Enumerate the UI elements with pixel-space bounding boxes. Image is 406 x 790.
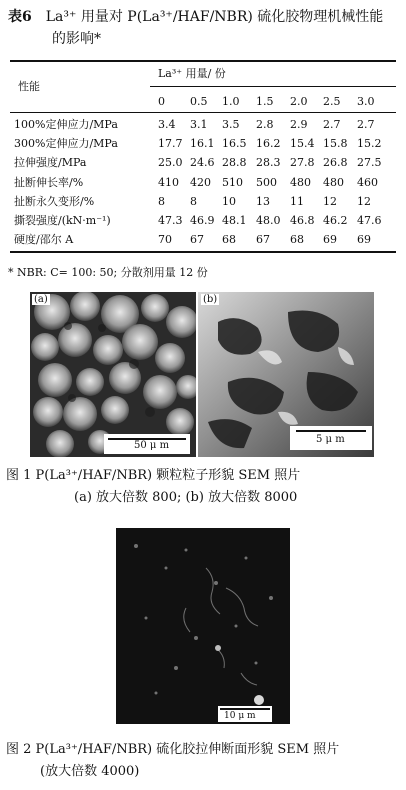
table-cell: 480 — [290, 176, 311, 189]
table-cell: 47.3 — [158, 214, 183, 227]
sem-photo-a — [30, 292, 196, 457]
table-header-rule — [10, 112, 396, 113]
table-cell: 69 — [357, 233, 371, 246]
scale-bar-fracture — [220, 708, 270, 710]
table-cell: 3.1 — [190, 118, 208, 131]
table-cell: 68 — [222, 233, 236, 246]
table-row-label: 撕裂强度/(kN·m⁻¹) — [14, 214, 111, 227]
table-cell: 16.5 — [222, 137, 247, 150]
table-cell: 47.6 — [357, 214, 382, 227]
scale-label-a: 50 μ m — [134, 440, 170, 451]
table-cell: 460 — [357, 176, 378, 189]
table-title — [8, 6, 400, 50]
table-cell: 17.7 — [158, 137, 183, 150]
table-cell: 15.8 — [323, 137, 348, 150]
table-row-label: 拉伸强度/MPa — [14, 156, 87, 169]
table-cell: 15.2 — [357, 137, 382, 150]
figure2-caption-line1: 图 2 P(La³⁺/HAF/NBR) 硫化胶拉伸断面形貌 SEM 照片 — [6, 742, 340, 757]
panel-a-label: (a) — [34, 294, 48, 305]
table-cell: 2.7 — [357, 118, 375, 131]
column-header: 0 — [158, 95, 165, 108]
table-cell: 8 — [158, 195, 165, 208]
table-cell: 67 — [256, 233, 270, 246]
table-cell: 68 — [290, 233, 304, 246]
figure2-caption-line2: (放大倍数 4000) — [40, 764, 140, 779]
table-top-rule — [10, 60, 396, 62]
scale-label-b: 5 μ m — [316, 434, 345, 445]
table-bottom-rule — [10, 251, 396, 253]
column-header: 2.5 — [323, 95, 341, 108]
sem-texture-fracture — [116, 528, 290, 724]
table-row-label: 扯断永久变形/% — [14, 195, 95, 208]
sem-photo-b — [198, 292, 374, 457]
scale-label-fracture: 10 μ m — [224, 711, 256, 721]
table-cell: 70 — [158, 233, 172, 246]
table-row-label: 300%定伸应力/MPa — [14, 137, 118, 150]
table-cell: 3.4 — [158, 118, 176, 131]
table-title-line2: 的影响* — [52, 31, 101, 47]
table-row-label: 100%定伸应力/MPa — [14, 118, 118, 131]
table-cell: 13 — [256, 195, 270, 208]
property-header: 性能 — [18, 80, 40, 93]
table-cell: 410 — [158, 176, 179, 189]
table-cell: 2.9 — [290, 118, 308, 131]
table-cell: 46.8 — [290, 214, 315, 227]
table-cell: 2.7 — [323, 118, 341, 131]
table-cell: 26.8 — [323, 156, 348, 169]
panel-b-label: (b) — [203, 294, 218, 305]
column-header: 0.5 — [190, 95, 208, 108]
table-group-rule — [150, 86, 396, 87]
table-cell: 25.0 — [158, 156, 183, 169]
column-header: 2.0 — [290, 95, 308, 108]
table-cell: 510 — [222, 176, 243, 189]
table-number: 表6 — [8, 9, 32, 25]
table-cell: 48.1 — [222, 214, 247, 227]
table-cell: 12 — [357, 195, 371, 208]
table-cell: 2.8 — [256, 118, 274, 131]
table-cell: 46.2 — [323, 214, 348, 227]
table-cell: 12 — [323, 195, 337, 208]
table-title-line1: La³⁺ 用量对 P(La³⁺/HAF/NBR) 硫化胶物理机械性能 — [45, 9, 384, 25]
table-cell: 28.8 — [222, 156, 247, 169]
table-cell: 48.0 — [256, 214, 281, 227]
table-cell: 67 — [190, 233, 204, 246]
table-cell: 24.6 — [190, 156, 215, 169]
table-cell: 480 — [323, 176, 344, 189]
table-footnote: * NBR: C= 100: 50; 分散剂用量 12 份 — [8, 266, 208, 279]
table-row-label: 扯断伸长率/% — [14, 176, 84, 189]
column-header: 1.5 — [256, 95, 274, 108]
column-header: 3.0 — [357, 95, 375, 108]
table-cell: 16.1 — [190, 137, 215, 150]
table-cell: 500 — [256, 176, 277, 189]
figure1-caption-line1: 图 1 P(La³⁺/HAF/NBR) 颗粒粒子形貌 SEM 照片 — [6, 468, 301, 483]
table-cell: 420 — [190, 176, 211, 189]
table-cell: 15.4 — [290, 137, 315, 150]
table-cell: 3.5 — [222, 118, 240, 131]
sem-photo-fracture — [116, 528, 290, 724]
table-cell: 27.8 — [290, 156, 315, 169]
table-cell: 10 — [222, 195, 236, 208]
table-cell: 69 — [323, 233, 337, 246]
figure1-caption-line2: (a) 放大倍数 800; (b) 放大倍数 8000 — [74, 490, 298, 505]
table-cell: 27.5 — [357, 156, 382, 169]
table-cell: 46.9 — [190, 214, 215, 227]
column-header: 1.0 — [222, 95, 240, 108]
table-cell: 11 — [290, 195, 304, 208]
group-header: La³⁺ 用量/ 份 — [158, 67, 226, 80]
table-row-label: 硬度/邵尔 A — [14, 233, 74, 246]
scale-bar-b — [296, 430, 366, 432]
table-cell: 28.3 — [256, 156, 281, 169]
table-cell: 16.2 — [256, 137, 281, 150]
table-cell: 8 — [190, 195, 197, 208]
